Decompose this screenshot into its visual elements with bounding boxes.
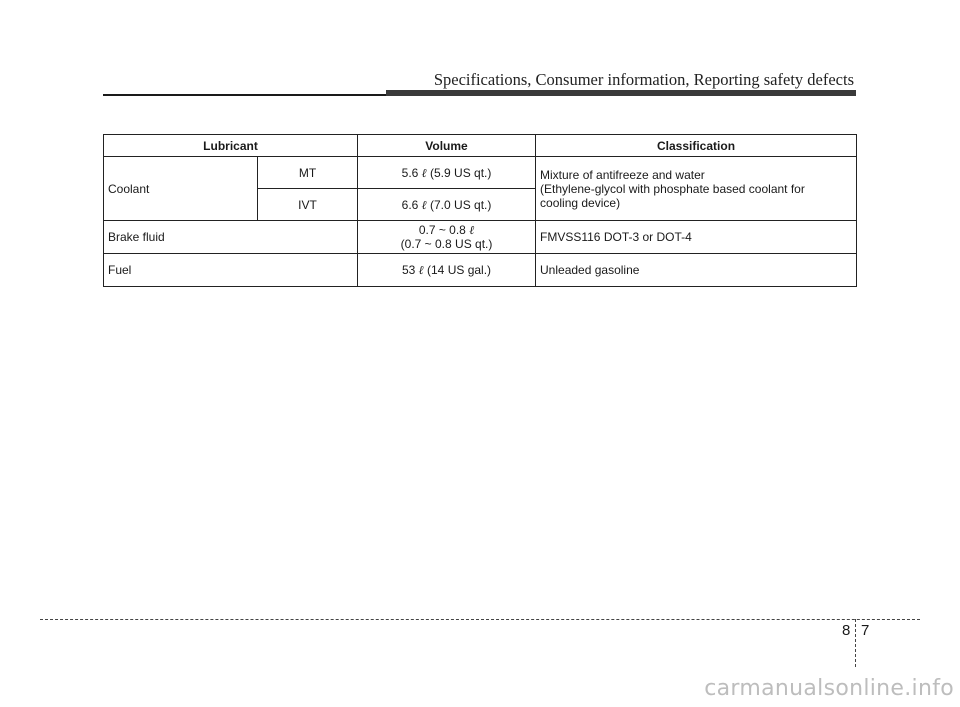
footer-dashed-rule	[40, 619, 920, 620]
coolant-mt-volume-num: 5.6	[401, 165, 419, 180]
header-rule-thick	[386, 90, 856, 96]
page-number	[828, 622, 876, 644]
lubricant-spec-table	[103, 134, 857, 287]
coolant-class-line: cooling device)	[540, 195, 621, 210]
cell-brake-fluid-volume	[358, 221, 536, 254]
page-section-number: 8	[842, 622, 851, 639]
table-row-fuel	[104, 254, 857, 287]
cell-coolant-mt-volume	[358, 157, 536, 189]
table-header-row	[104, 135, 857, 157]
cell-brake-fluid-label: Brake fluid	[104, 221, 358, 254]
header-lubricant: Lubricant	[104, 135, 358, 157]
liter-unit: ℓ	[421, 197, 427, 212]
fuel-volume-us: (14 US gal.)	[427, 263, 492, 277]
coolant-ivt-volume-num: 6.6	[401, 197, 419, 212]
cell-coolant-ivt-volume	[358, 189, 536, 221]
fuel-volume-num: 53	[401, 263, 416, 277]
cell-coolant-classification	[536, 157, 857, 221]
liter-unit: ℓ	[418, 263, 424, 277]
header-volume: Volume	[358, 135, 536, 157]
coolant-mt-volume-us: (5.9 US qt.)	[430, 165, 492, 180]
brake-fluid-volume-us: (0.7 ~ 0.8 US qt.)	[400, 237, 493, 251]
liter-unit: ℓ	[469, 223, 475, 237]
watermark-text: carmanualsonline.info	[704, 676, 954, 701]
cell-coolant-mt-label: MT	[258, 157, 358, 189]
cell-fuel-volume	[358, 254, 536, 287]
cell-fuel-classification: Unleaded gasoline	[536, 254, 857, 287]
cell-fuel-label: Fuel	[104, 254, 358, 287]
coolant-ivt-volume-us: (7.0 US qt.)	[430, 197, 492, 212]
page-header-title: Specifications, Consumer information, Reporting safety defects	[433, 70, 854, 89]
brake-fluid-volume-num: 0.7 ~ 0.8	[418, 223, 466, 237]
header-rule-thin	[103, 94, 386, 96]
cell-brake-fluid-classification: FMVSS116 DOT-3 or DOT-4	[536, 221, 857, 254]
cell-coolant-label: Coolant	[104, 157, 258, 221]
cell-coolant-ivt-label: IVT	[258, 189, 358, 221]
table-row-brake-fluid	[104, 221, 857, 254]
table-row-coolant-mt	[104, 157, 857, 189]
coolant-class-line: Mixture of antifreeze and water	[540, 167, 705, 182]
coolant-class-line: (Ethylene-glycol with phosphate based coolant for	[540, 181, 805, 196]
liter-unit: ℓ	[421, 165, 427, 180]
header-classification: Classification	[536, 135, 857, 157]
page-number-value: 7	[861, 622, 870, 639]
